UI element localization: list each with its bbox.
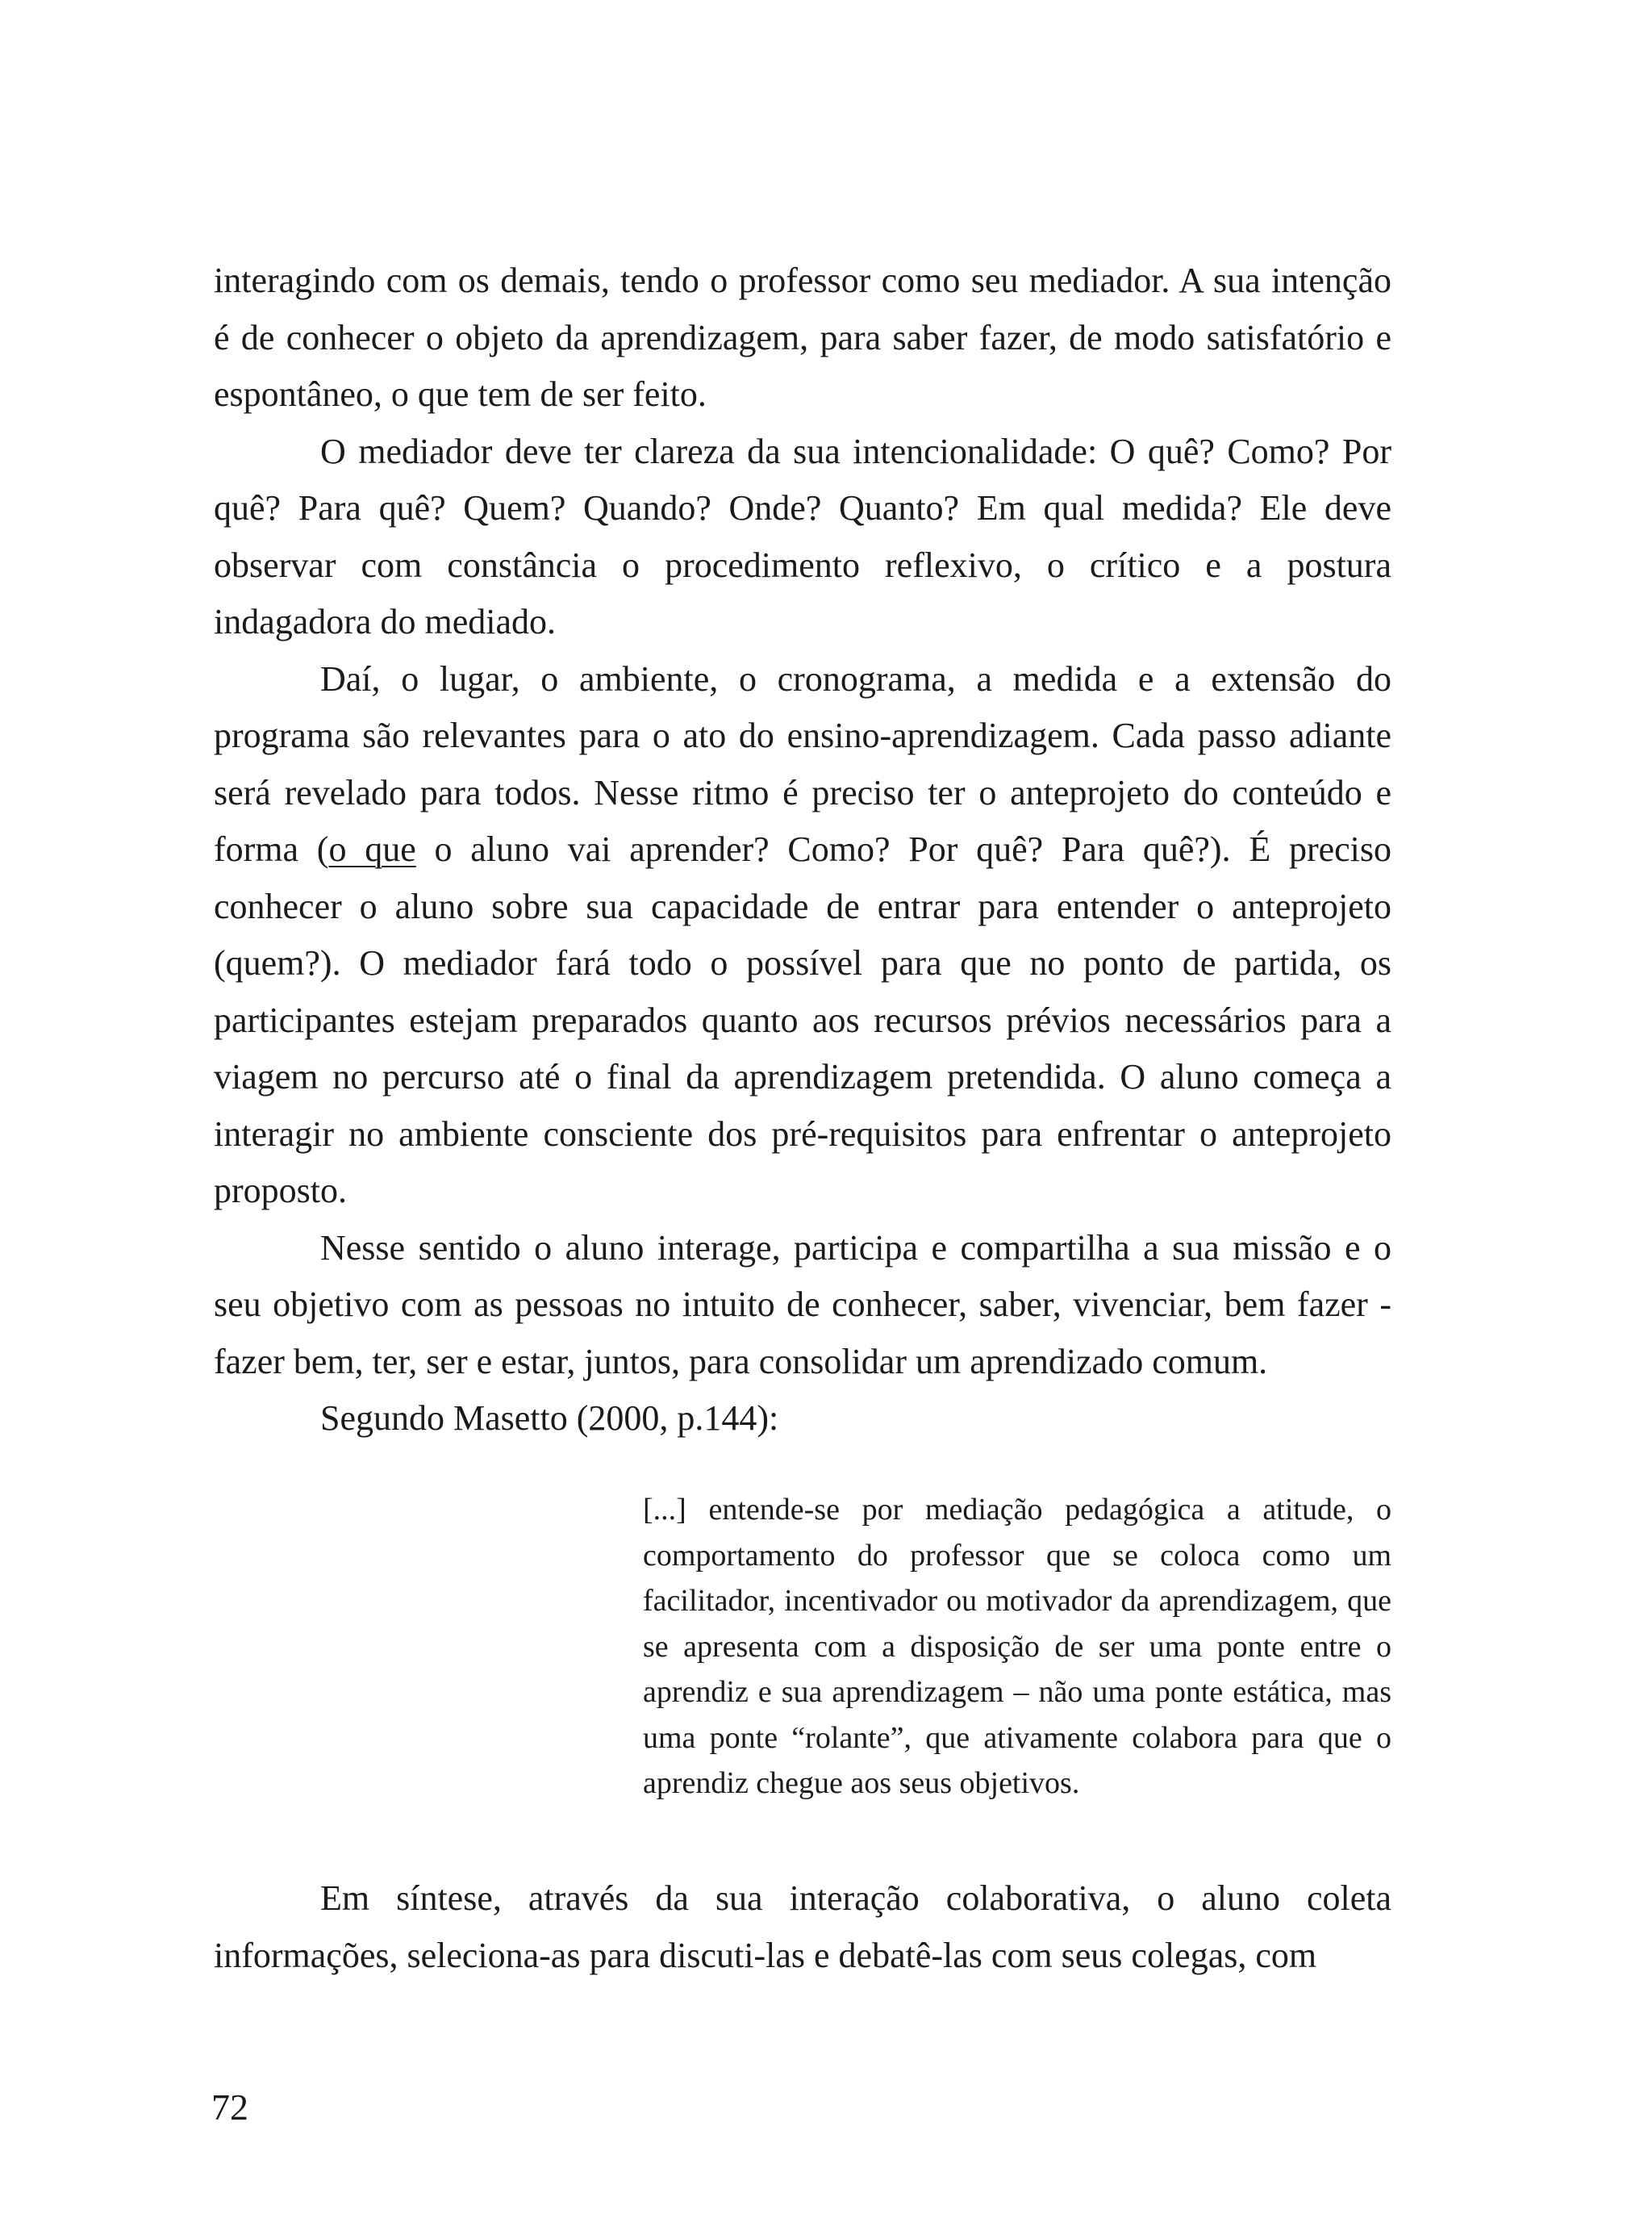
closing-text-block xyxy=(214,1870,1391,1984)
main-text-block xyxy=(214,253,1391,1447)
block-quote: [...] entende-se por mediação pedagógica a atitude, o comportamento do professor que se coloca como um facilitador, incentivador ou motivador da aprendizagem, que se apresenta com a disposição de ser uma ponte entre o aprendiz e sua aprendizagem – não uma ponte estática, mas uma ponte “rolante”, que ativamente colabora para que o aprendiz chegue aos seus objetivos. xyxy=(643,1493,1391,1800)
page-number: 72 xyxy=(211,2087,248,2128)
paragraph-3-start: Daí, o lugar, o ambiente, o cronograma, a medida e a extensão do programa são relevantes para o ato do ensino-aprendizagem. Cada passo adiante será revelado para todos. Nesse ritmo é preciso ter o anteprojeto do conteúdo e forma ( xyxy=(214,658,1391,869)
paragraph-3-end: o aluno vai aprender? Como? Por quê? Para quê?). É preciso conhecer o aluno sobre sua capacidade de entrar para entender o anteprojeto (quem?). O mediador fará todo o possível para que no ponto de partida, os participantes estejam preparados quanto aos recursos prévios necessários para a viagem no percurso até o final da aprendizagem pretendida. O aluno começa a interagir no ambiente consciente dos pré-requisitos para enfrentar o anteprojeto proposto. xyxy=(214,829,1392,1210)
paragraph-4: Nesse sentido o aluno interage, participa e compartilha a sua missão e o seu objetivo com as pessoas no intuito de conhecer, saber, vivenciar, bem fazer - fazer bem, ter, ser e estar, juntos, para consolidar um aprendizado comum. xyxy=(214,1227,1391,1381)
paragraph-2: O mediador deve ter clareza da sua intencionalidade: O quê? Como? Por quê? Para quê? Quem? Quando? Onde? Quanto? Em qual medida? Ele deve observar com constância o procedimento reflexivo, o crítico e a postura indagadora do mediado. xyxy=(214,431,1391,641)
paragraph-1: interagindo com os demais, tendo o professor como seu mediador. A sua intenção é de conhecer o objeto da aprendizagem, para saber fazer, de modo satisfatório e espontâneo, o que tem de ser feito. xyxy=(214,261,1391,414)
paragraph-6: Em síntese, através da sua interação colaborativa, o aluno coleta informações, seleciona-as para discuti-las e debatê-las com seus colegas, com xyxy=(214,1878,1391,1975)
citation-intro: Segundo Masetto (2000, p.144): xyxy=(320,1398,779,1438)
underlined-text: o que xyxy=(328,829,416,869)
paragraph-3 xyxy=(214,651,1391,1220)
